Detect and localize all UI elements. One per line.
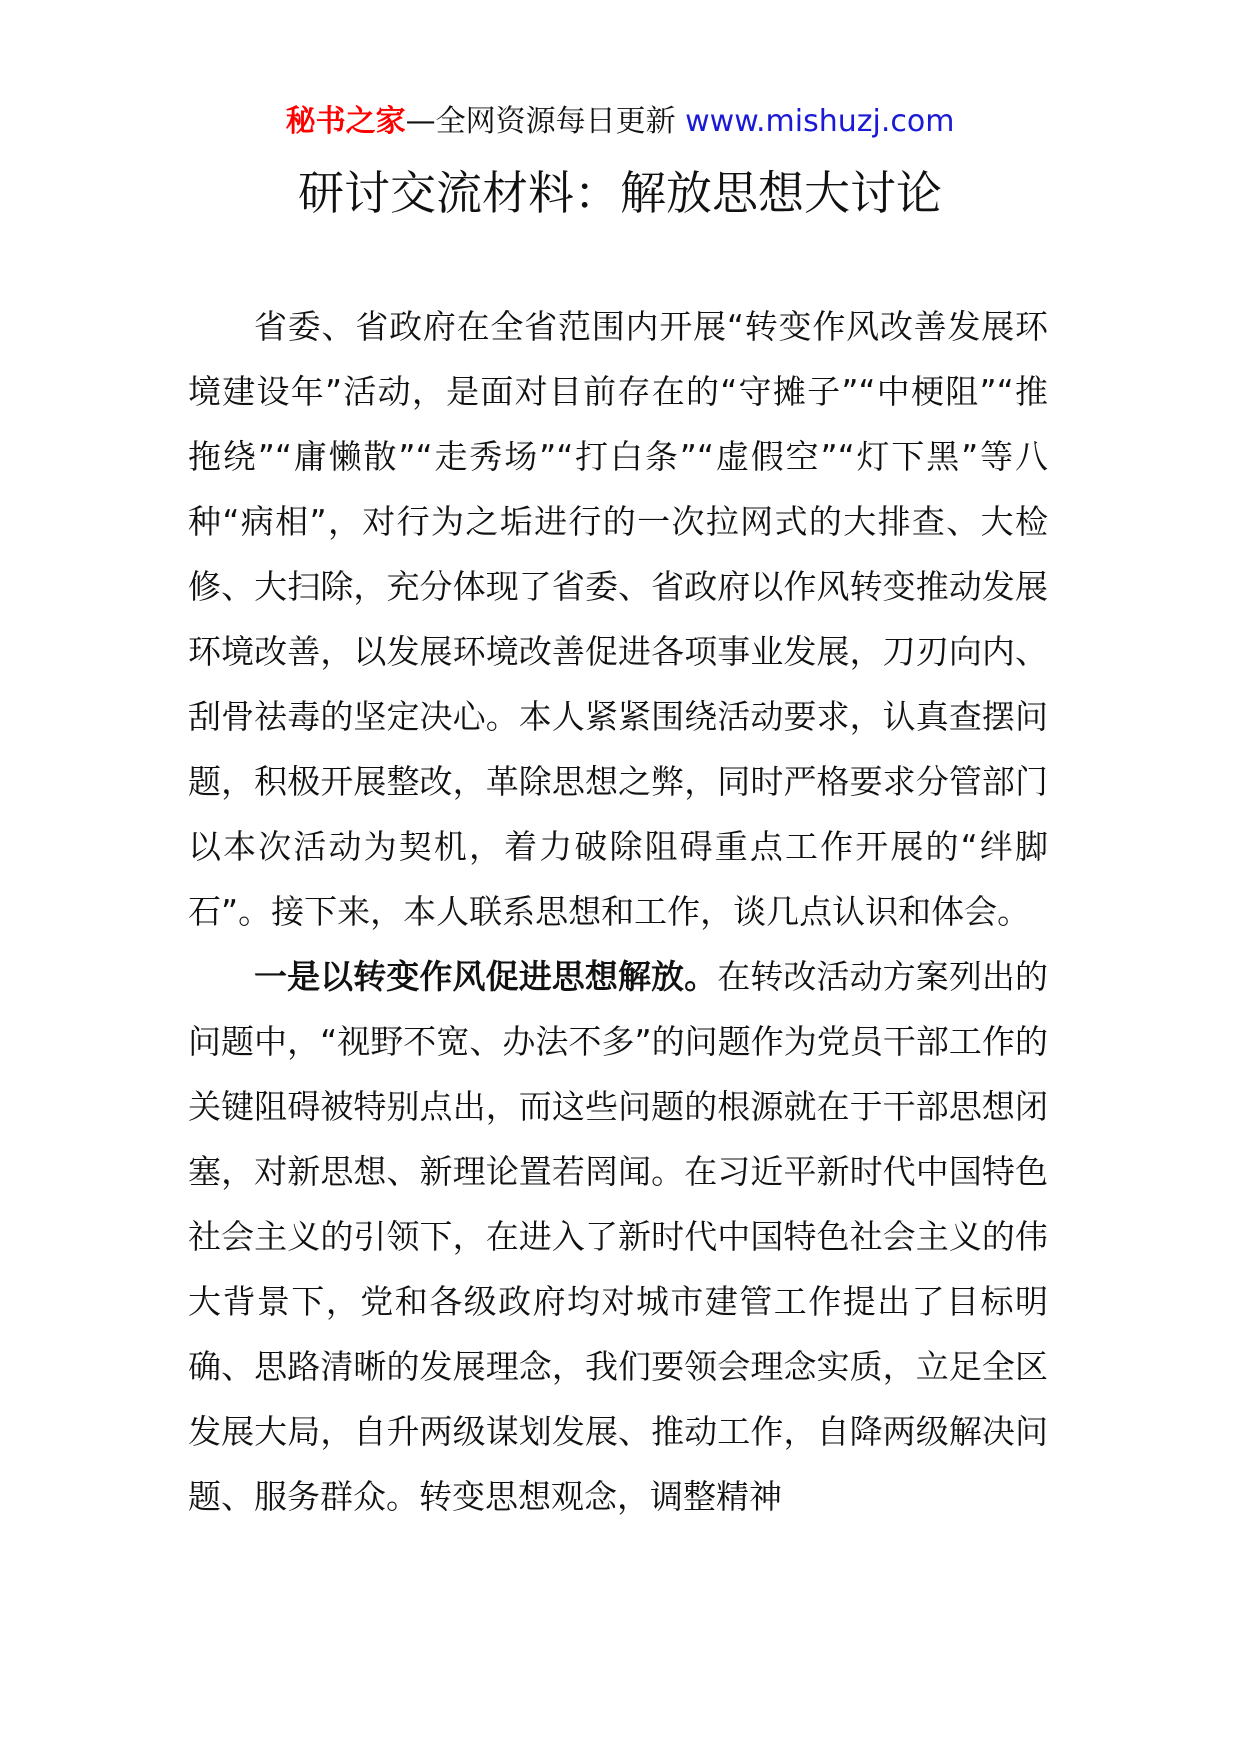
paragraph-text: 省委、省政府在全省范围内开展“转变作风改善发展环境建设年”活动，是面对目前存在的“守摊子”“中梗阻”“推拖绕”“庸懒散”“走秀场”“打白条”“虚假空”“灯下黑”等八种“病相”，对行为之垢进行的一次拉网式的大排查、大检修、大扫除，充分体现了省委、省政府以作风转变推动发展环境改善，以发展环境改善促进各项事业发展，刀刃向内、刮骨祛毒的坚定决心。本人紧紧围绕活动要求，认真查摆问题，积极开展整改，革除思想之弊，同时严格要求分管部门以本次活动为契机，着力破除阻碍重点工作开展的“绊脚石”。接下来，本人联系思想和工作，谈几点认识和体会。 xyxy=(188,307,1048,931)
site-tagline: —全网资源每日更新 xyxy=(405,104,676,139)
paragraph-lead: 一是以转变作风促进思想解放。 xyxy=(254,957,718,996)
document-body xyxy=(188,294,1048,1529)
site-url-link[interactable]: www.mishuzj.com xyxy=(685,104,955,139)
site-header xyxy=(0,102,1240,142)
paragraph-intro xyxy=(188,294,1048,944)
paragraph-text: 在转改活动方案列出的问题中，“视野不宽、办法不多”的问题作为党员干部工作的关键阻碍被特别点出，而这些问题的根源就在于干部思想闭塞，对新思想、新理论置若罔闻。在习近平新时代中国特色社会主义的引领下，在进入了新时代中国特色社会主义的伟大背景下，党和各级政府均对城市建管工作提出了目标明确、思路清晰的发展理念，我们要领会理念实质，立足全区发展大局，自升两级谋划发展、推动工作，自降两级解决问题、服务群众。转变思想观念，调整精神 xyxy=(188,957,1049,1516)
site-brand: 秘书之家 xyxy=(285,104,406,139)
paragraph-point-one xyxy=(188,944,1048,1529)
document-title: 研讨交流材料：解放思想大讨论 xyxy=(298,166,942,220)
